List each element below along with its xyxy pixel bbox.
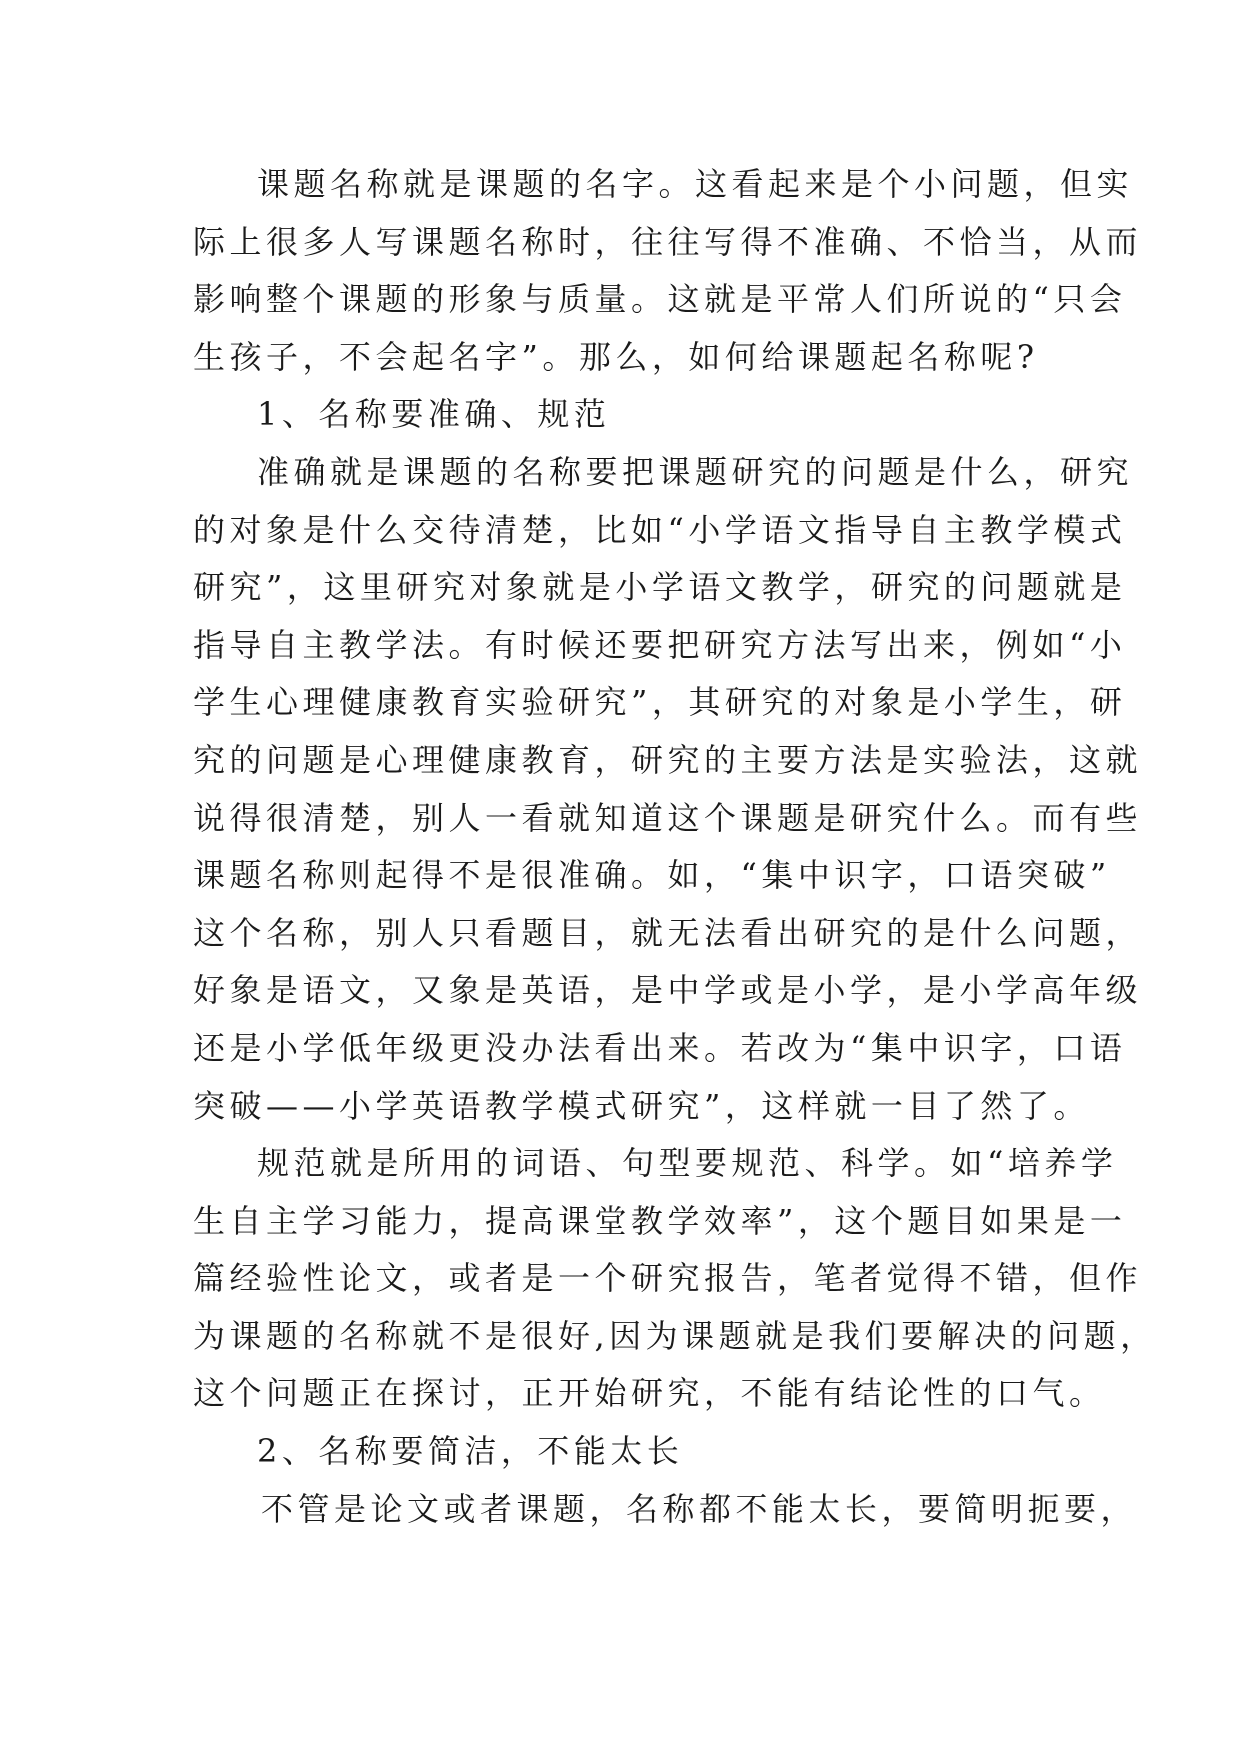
text-line-15: 好象是语文，又象是英语，是中学或是小学，是小学高年级: [193, 971, 1143, 1010]
section-heading-1: 1、名称要准确、规范: [257, 395, 611, 434]
text-line-13: 课题名称则起得不是很准确。如，“集中识字，口语突破”: [193, 856, 1111, 895]
text-line-1: 课题名称就是课题的名字。这看起来是个小问题，但实: [257, 165, 1134, 203]
body-text: [193, 156, 1157, 1538]
text-line-14: 这个名称，别人只看题目，就无法看出研究的是什么问题，: [193, 913, 1143, 952]
text-line-9: 指导自主教学法。有时候还要把研究方法写出来，例如“小: [193, 625, 1127, 664]
text-line-18: 规范就是所用的词语、句型要规范、科学。如“培养学: [257, 1144, 1118, 1183]
text-line-8: 研究”，这里研究对象就是小学语文教学，研究的问题就是: [193, 568, 1127, 607]
text-line-17: 突破——小学英语教学模式研究”，这样就一目了然了。: [193, 1086, 1090, 1125]
text-line-16: 还是小学低年级更没办法看出来。若改为“集中识字，口语: [193, 1028, 1127, 1067]
text-line-20: 篇经验性论文，或者是一个研究报告，笔者觉得不错，但作: [193, 1259, 1143, 1298]
text-line-10: 学生心理健康教育实验研究”，其研究的对象是小学生，研: [193, 683, 1127, 722]
text-line-19: 生自主学习能力，提高课堂教学效率”，这个题目如果是一: [193, 1201, 1127, 1240]
text-line-12: 说得很清楚，别人一看就知道这个课题是研究什么。而有些: [193, 798, 1143, 837]
text-line-22: 这个问题正在探讨，正开始研究，不能有结论性的口气。: [193, 1374, 1106, 1413]
text-line-3: 影响整个课题的形象与质量。这就是平常人们所说的“只会: [193, 280, 1127, 319]
section-heading-2: 2、名称要简洁，不能太长: [257, 1432, 684, 1471]
text-line-21: 为课题的名称就不是很好,因为课题就是我们要解决的问题，: [193, 1316, 1157, 1355]
text-line-11: 究的问题是心理健康教育，研究的主要方法是实验法，这就: [193, 740, 1143, 779]
text-line-4: 生孩子，不会起名字”。那么，如何给课题起名称呢?: [193, 337, 1039, 376]
text-line-7: 的对象是什么交待清楚，比如“小学语文指导自主教学模式: [193, 510, 1127, 549]
text-line-6: 准确就是课题的名称要把课题研究的问题是什么，研究: [257, 452, 1134, 491]
text-line-24: 不管是论文或者课题，名称都不能太长，要简明扼要，: [261, 1489, 1138, 1528]
text-line-2: 际上很多人写课题名称时，往往写得不准确、不恰当，从而: [193, 222, 1143, 261]
